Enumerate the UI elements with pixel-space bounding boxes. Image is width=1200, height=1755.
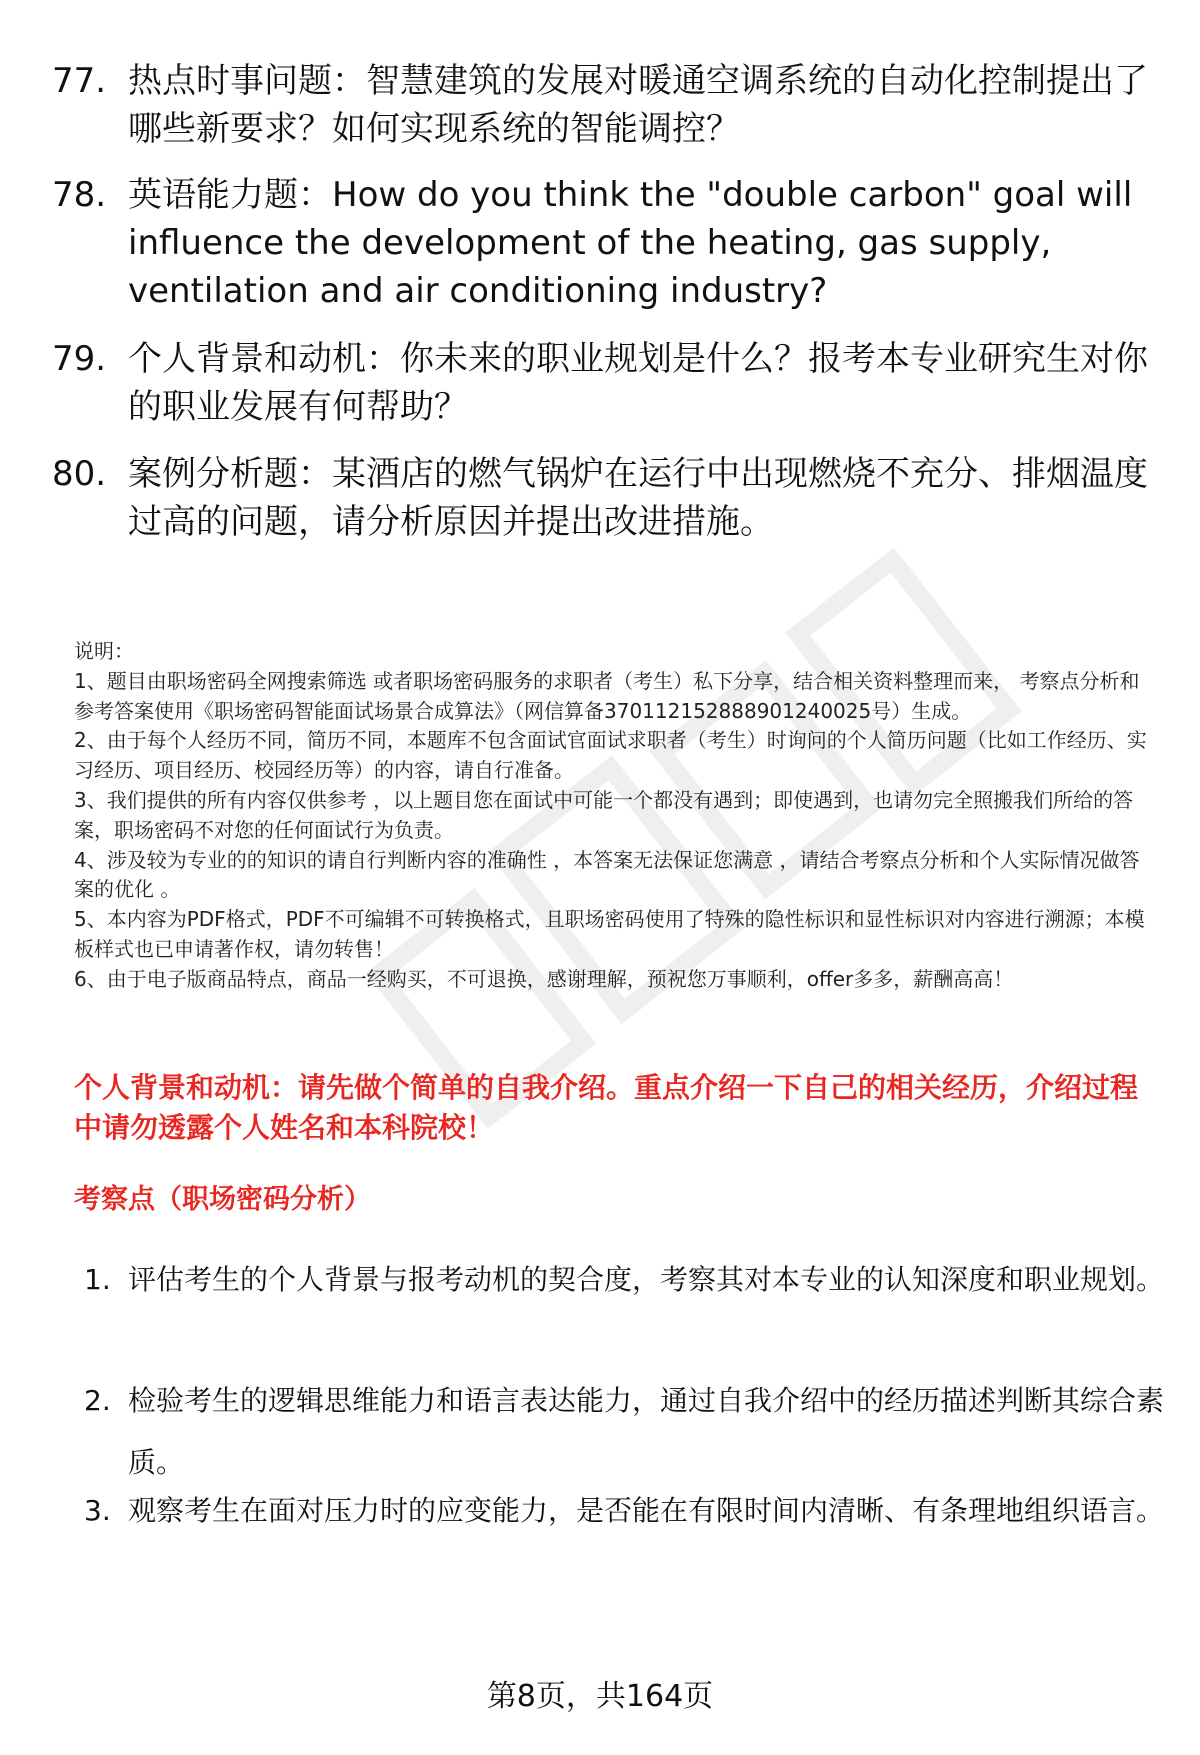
question-77 xyxy=(52,57,1152,153)
question-text: 英语能力题：How do you think the "double carbon" goal will influence the development of the heating, gas supply, ventilation and air conditioning industry? xyxy=(128,175,1133,311)
note-item: 6、由于电子版商品特点，商品一经购买，不可退换，感谢理解，预祝您万事顺利，offer多多，薪酬高高！ xyxy=(74,966,1014,991)
page-footer: 第8页，共164页 xyxy=(486,1679,714,1714)
question-78 xyxy=(52,171,1152,315)
point-number: 1. xyxy=(84,1263,111,1296)
question-number: 79. xyxy=(52,339,107,379)
question-number: 77. xyxy=(52,61,107,101)
section-heading: 个人背景和动机：请先做个简单的自我介绍。重点介绍一下自己的相关经历，介绍过程中请勿透露个人姓名和本科院校！ xyxy=(74,1071,1139,1144)
analysis-point-1 xyxy=(84,1249,1164,1311)
question-text: 个人背景和动机：你未来的职业规划是什么？报考本专业研究生对你的职业发展有何帮助？ xyxy=(128,339,1148,427)
question-number: 80. xyxy=(52,454,107,494)
note-item: 1、题目由职场密码全网搜索筛选 或者职场密码服务的求职者（考生）私下分享，结合相关资料整理而来， 考察点分析和参考答案使用《职场密码智能面试场景合成算法》（网信算备370112152888901240025号）生成。 xyxy=(74,668,1140,723)
question-79 xyxy=(52,335,1152,431)
point-text: 检验考生的逻辑思维能力和语言表达能力，通过自我介绍中的经历描述判断其综合素质。 xyxy=(128,1384,1165,1479)
analysis-point-2 xyxy=(84,1370,1164,1494)
point-number: 2. xyxy=(84,1384,111,1417)
analysis-title: 考察点（职场密码分析） xyxy=(74,1184,371,1215)
note-item: 5、本内容为PDF格式，PDF不可编辑不可转换格式，且职场密码使用了特殊的隐性标识和显性标识对内容进行溯源；本模板样式也已申请著作权，请勿转售！ xyxy=(74,907,1145,961)
question-number: 78. xyxy=(52,175,107,215)
notes-block xyxy=(74,637,1159,995)
point-text: 观察考生在面对压力时的应变能力，是否能在有限时间内清晰、有条理地组织语言。 xyxy=(128,1494,1165,1527)
note-item: 4、涉及较为专业的的知识的请自行判断内容的准确性 ，本答案无法保证您满意 ，请结合考察点分析和个人实际情况做答案的优化 。 xyxy=(74,847,1140,902)
point-text: 评估考生的个人背景与报考动机的契合度，考察其对本专业的认知深度和职业规划。 xyxy=(128,1263,1165,1296)
analysis-point-3 xyxy=(84,1480,1164,1542)
note-item: 3、我们提供的所有内容仅供参考 ，以上题目您在面试中可能一个都没有遇到；即使遇到，也请勿完全照搬我们所给的答案，职场密码不对您的任何面试行为负责。 xyxy=(74,787,1134,842)
question-text: 热点时事问题：智慧建筑的发展对暖通空调系统的自动化控制提出了哪些新要求？如何实现系统的智能调控？ xyxy=(128,61,1148,149)
point-number: 3. xyxy=(84,1494,111,1527)
notes-title: 说明： xyxy=(74,639,134,663)
question-text: 案例分析题：某酒店的燃气锅炉在运行中出现燃烧不充分、排烟温度过高的问题，请分析原因并提出改进措施。 xyxy=(128,454,1148,542)
note-item: 2、由于每个人经历不同，简历不同，本题库不包含面试官面试求职者（考生）时询问的个人简历问题（比如工作经历、实习经历、项目经历、校园经历等）的内容，请自行准备。 xyxy=(74,728,1147,783)
question-80 xyxy=(52,450,1152,546)
